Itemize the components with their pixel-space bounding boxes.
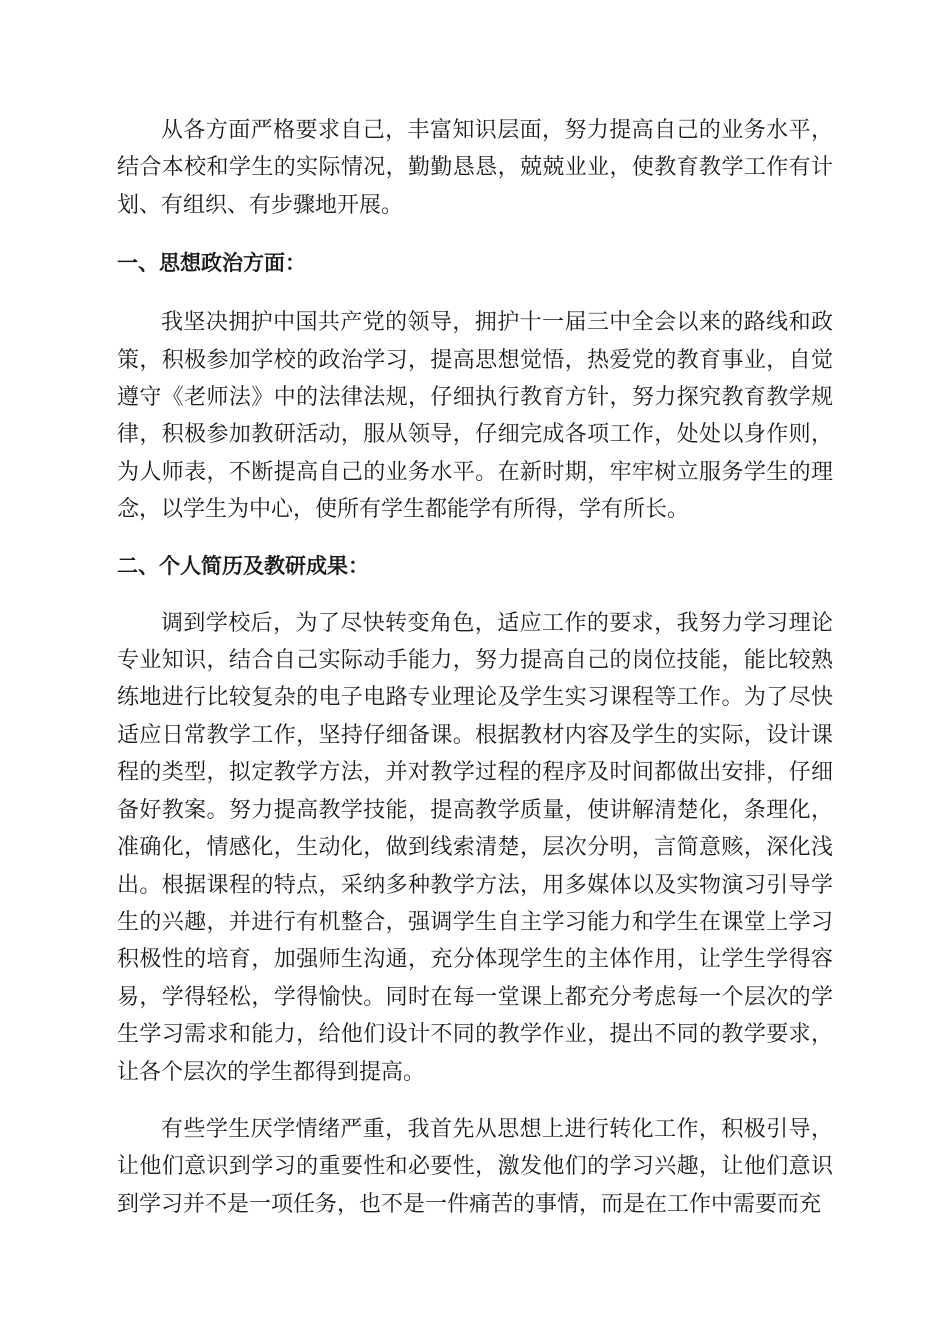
section-heading-political: 一、思想政治方面： [117,251,306,276]
political-paragraph: 我坚决拥护中国共产党的领导，拥护十一届三中全会以来的路线和政策，积极参加学校的政治学习，提高思想觉悟，热爱党的教育事业，自觉遵守《老师法》中的法律法规，仔细执行教育方针，努力探究教育教学规律，积极参加教研活动，服从领导，仔细完成各项工作，处处以身作则，为人师表，不断提高自己的业务水平。在新时期，牢牢树立服务学生的理念，以学生为中心，使所有学生都能学有所得，学有所长。 [117,310,833,523]
resume-paragraph: 调到学校后，为了尽快转变角色，适应工作的要求，我努力学习理论专业知识，结合自己实际动手能力，努力提高自己的岗位技能，能比较熟练地进行比较复杂的电子电路专业理论及学生实习课程等工作。为了尽快适应日常教学工作，坚持仔细备课。根据教材内容及学生的实际，设计课程的类型，拟定教学方法，并对教学过程的程序及时间都做出安排，仔细备好教案。努力提高教学技能，提高教学质量，使讲解清楚化，条理化，准确化，情感化，生动化，做到线索清楚，层次分明，言简意赅，深化浅出。根据课程的特点，采纳多种教学方法，用多媒体以及实物演习引导学生的兴趣，并进行有机整合，强调学生自主学习能力和学生在课堂上学习积极性的培育，加强师生沟通，充分体现学生的主体作用，让学生学得容易，学得轻松，学得愉快。同时在每一堂课上都充分考虑每一个层次的学生学习需求和能力，给他们设计不同的教学作业，提出不同的教学要求，让各个层次的学生都得到提高。 [117,610,833,1085]
student-paragraph: 有些学生厌学情绪严重，我首先从思想上进行转化工作，积极引导，让他们意识到学习的重要性和必要性，激发他们的学习兴趣，让他们意识到学习并不是一项任务，也不是一件痛苦的事情，而是在工作中需要而充 [117,1116,833,1217]
document-body [117,112,833,1223]
section-heading-resume: 二、个人简历及教研成果： [117,553,369,578]
intro-paragraph: 从各方面严格要求自己，丰富知识层面，努力提高自己的业务水平，结合本校和学生的实际情况，勤勤恳恳，兢兢业业，使教育教学工作有计划、有组织、有步骤地开展。 [117,118,833,218]
